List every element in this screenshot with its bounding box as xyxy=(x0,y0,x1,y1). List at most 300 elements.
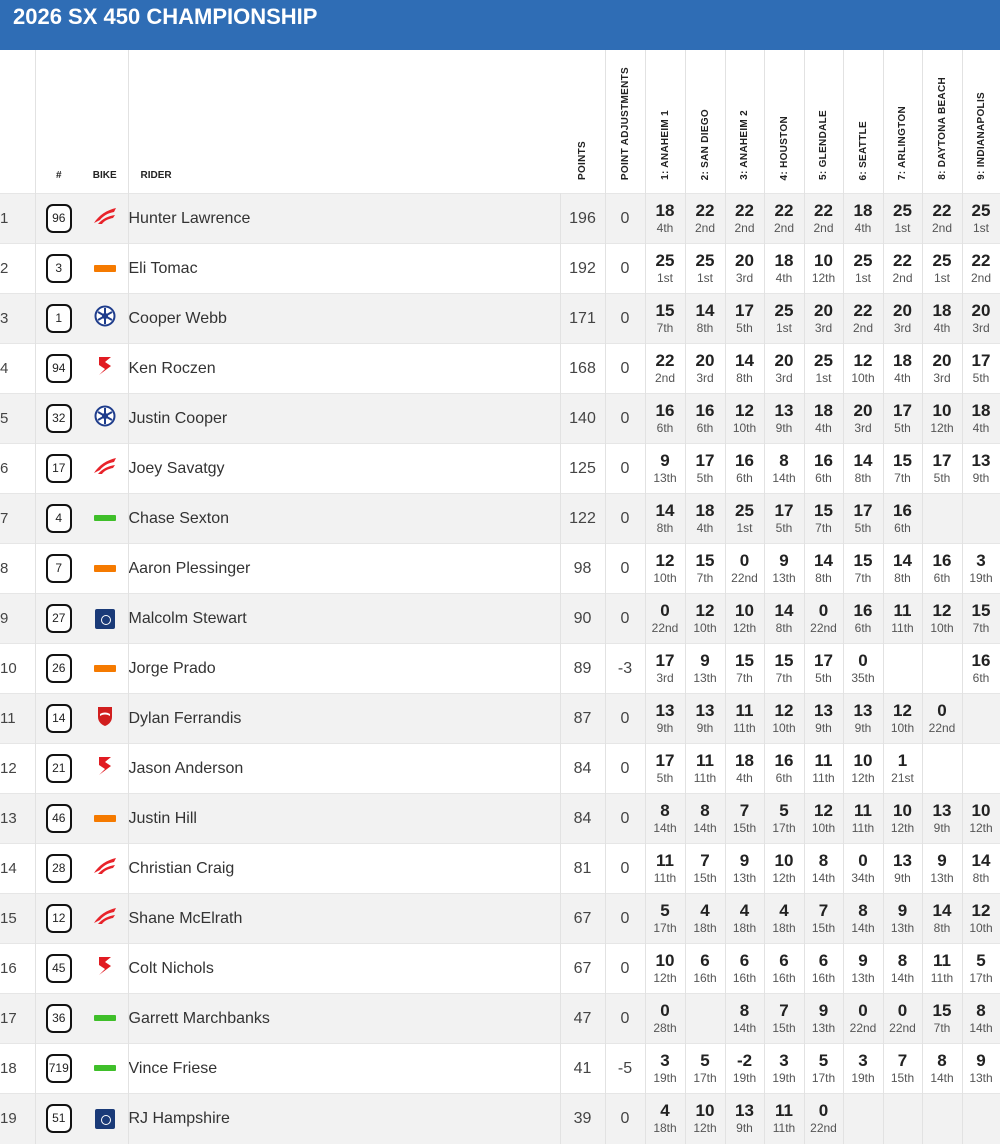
rider-name[interactable]: Jason Anderson xyxy=(128,744,560,794)
race-result xyxy=(685,244,725,294)
race-points: 15 xyxy=(814,501,833,520)
race-points: 25 xyxy=(655,251,675,270)
table-row[interactable] xyxy=(0,344,1000,394)
rider-number-badge: 1 xyxy=(46,304,72,333)
race-place: 14th xyxy=(890,971,915,985)
col-race-1[interactable]: 1: ANAHEIM 1 xyxy=(645,50,685,194)
race-result xyxy=(922,844,962,894)
table-row[interactable] xyxy=(0,894,1000,944)
race-points: 15 xyxy=(774,651,794,670)
race-points: 3 xyxy=(858,1051,868,1070)
race-result xyxy=(685,294,725,344)
race-points: 17 xyxy=(655,651,675,670)
point-adjustment: 0 xyxy=(605,194,645,244)
race-place: 11th xyxy=(930,971,954,985)
race-place: 11th xyxy=(653,871,677,885)
race-result xyxy=(883,594,922,644)
race-points: 13 xyxy=(971,451,991,470)
col-race-7[interactable]: 7: ARLINGTON xyxy=(883,50,922,194)
rider-number-cell xyxy=(35,794,82,844)
race-place: 3rd xyxy=(933,371,951,385)
rider-number-cell xyxy=(35,194,82,244)
race-place: 8th xyxy=(894,571,911,585)
col-race-6[interactable]: 6: SEATTLE xyxy=(843,50,883,194)
col-race-5[interactable]: 5: GLENDALE xyxy=(804,50,843,194)
table-row[interactable] xyxy=(0,944,1000,994)
rider-number-badge: 51 xyxy=(46,1104,72,1133)
race-result xyxy=(725,544,764,594)
race-result xyxy=(962,1044,1000,1094)
race-result xyxy=(725,644,764,694)
race-place: 12th xyxy=(851,771,875,785)
rider-points: 39 xyxy=(560,1094,605,1144)
race-result xyxy=(725,944,764,994)
rider-number-cell xyxy=(35,244,82,294)
race-points: 5 xyxy=(700,1051,710,1070)
race-points: 16 xyxy=(893,501,912,520)
rider-number-badge: 3 xyxy=(46,254,72,283)
race-result xyxy=(764,944,804,994)
race-points: 25 xyxy=(695,251,715,270)
race-place: 28th xyxy=(653,1021,677,1035)
race-place: 9th xyxy=(894,871,911,885)
race-place: 17th xyxy=(811,1071,836,1085)
race-points: 0 xyxy=(858,851,868,870)
race-result xyxy=(843,394,883,444)
race-result xyxy=(645,844,685,894)
race-place: 3rd xyxy=(814,321,833,335)
race-place: 6th xyxy=(854,621,872,635)
race-points: 9 xyxy=(897,901,908,920)
race-result xyxy=(922,294,962,344)
race-result xyxy=(843,594,883,644)
race-result xyxy=(685,794,725,844)
rider-name[interactable]: Garrett Marchbanks xyxy=(128,994,560,1044)
race-place: 2nd xyxy=(892,271,913,285)
race-points: 22 xyxy=(932,201,952,220)
race-place: 13th xyxy=(653,471,677,485)
race-points: 8 xyxy=(976,1001,986,1020)
race-result xyxy=(962,194,1000,244)
race-result xyxy=(725,1094,764,1144)
race-place: 7th xyxy=(972,621,990,635)
race-place: 1st xyxy=(696,271,713,285)
rider-name[interactable]: Vince Friese xyxy=(128,1044,560,1094)
race-points: 20 xyxy=(932,351,952,370)
col-adjustments[interactable]: POINT ADJUSTMENTS xyxy=(605,50,645,194)
table-row[interactable] xyxy=(0,1044,1000,1094)
race-result xyxy=(804,344,843,394)
rider-name[interactable]: Malcolm Stewart xyxy=(128,594,560,644)
race-points: 3 xyxy=(779,1051,789,1070)
rider-number-cell xyxy=(35,844,82,894)
race-result xyxy=(645,544,685,594)
point-adjustment: 0 xyxy=(605,844,645,894)
race-result xyxy=(962,944,1000,994)
race-result xyxy=(883,994,922,1044)
table-row[interactable] xyxy=(0,294,1000,344)
race-points: 8 xyxy=(818,851,829,870)
rider-name[interactable]: Cooper Webb xyxy=(128,294,560,344)
table-row[interactable] xyxy=(0,794,1000,844)
rider-points: 140 xyxy=(560,394,605,444)
race-place: 2nd xyxy=(654,371,676,385)
race-points: 20 xyxy=(853,401,873,420)
race-points: 18 xyxy=(932,301,952,320)
race-place: 1st xyxy=(736,521,753,535)
race-points: 8 xyxy=(937,1051,947,1070)
point-adjustment: -3 xyxy=(605,644,645,694)
race-points: 4 xyxy=(660,1101,670,1121)
race-place: 10th xyxy=(811,821,836,835)
col-number[interactable]: # xyxy=(55,170,62,181)
race-points: 0 xyxy=(660,601,670,620)
rider-name[interactable]: Eli Tomac xyxy=(128,244,560,294)
point-adjustment: 0 xyxy=(605,944,645,994)
honda-wing-icon xyxy=(93,857,117,875)
rider-number-cell xyxy=(35,1094,82,1144)
race-points: -2 xyxy=(736,1051,753,1070)
col-race-2[interactable]: 2: SAN DIEGO xyxy=(685,50,725,194)
race-points: 5 xyxy=(818,1051,829,1070)
rider-number-cell xyxy=(35,444,82,494)
race-result xyxy=(962,744,1000,794)
race-points: 1 xyxy=(897,751,908,770)
race-place: 7th xyxy=(894,471,911,485)
rider-number-cell xyxy=(35,694,82,744)
rider-position: 2 xyxy=(0,244,35,294)
race-points: 8 xyxy=(700,801,710,820)
rider-number-cell xyxy=(35,494,82,544)
rider-position: 1 xyxy=(0,194,35,244)
race-result xyxy=(804,844,843,894)
point-adjustment: 0 xyxy=(605,444,645,494)
rider-number-badge: 27 xyxy=(46,604,72,633)
race-result xyxy=(883,544,922,594)
race-points: 3 xyxy=(976,551,986,570)
race-place: 16th xyxy=(811,971,836,985)
col-rider[interactable]: RIDER xyxy=(140,170,172,181)
race-place: 6th xyxy=(933,571,951,585)
race-points: 9 xyxy=(937,851,947,870)
race-result xyxy=(645,894,685,944)
race-result xyxy=(685,944,725,994)
race-place: 4th xyxy=(696,521,714,535)
race-result xyxy=(962,494,1000,544)
kawasaki-logo-icon xyxy=(94,1015,116,1021)
rider-number-cell xyxy=(35,894,82,944)
race-result xyxy=(804,944,843,994)
race-place: 13th xyxy=(969,1071,993,1085)
rider-points: 47 xyxy=(560,994,605,1044)
col-race-4[interactable]: 4: HOUSTON xyxy=(764,50,804,194)
table-row[interactable] xyxy=(0,194,1000,244)
table-row[interactable] xyxy=(0,994,1000,1044)
race-place: 17th xyxy=(653,921,677,935)
race-place: 14th xyxy=(772,471,796,485)
race-place: 35th xyxy=(851,671,875,685)
rider-number-cell xyxy=(35,394,82,444)
rider-position: 5 xyxy=(0,394,35,444)
table-row[interactable] xyxy=(0,744,1000,794)
race-place: 5th xyxy=(854,521,872,535)
race-place: 3rd xyxy=(696,371,714,385)
race-points: 6 xyxy=(818,951,829,970)
race-place: 8th xyxy=(854,471,872,485)
race-points: 16 xyxy=(971,651,991,670)
race-result xyxy=(922,1044,962,1094)
rider-name[interactable]: Ken Roczen xyxy=(128,344,560,394)
husqvarna-logo-icon xyxy=(95,1109,115,1129)
rider-position: 11 xyxy=(0,694,35,744)
race-result xyxy=(962,344,1000,394)
rider-points: 122 xyxy=(560,494,605,544)
race-points: 6 xyxy=(700,951,710,970)
race-result xyxy=(725,844,764,894)
race-points: 25 xyxy=(971,201,991,220)
point-adjustment: -5 xyxy=(605,1044,645,1094)
race-points: 20 xyxy=(893,301,912,320)
yamaha-tuning-fork-icon xyxy=(94,305,116,327)
race-place: 1st xyxy=(775,321,792,335)
race-points: 0 xyxy=(858,651,868,670)
race-place: 6th xyxy=(736,471,753,485)
rider-number-cell xyxy=(35,294,82,344)
race-place: 4th xyxy=(972,421,990,435)
race-points: 8 xyxy=(779,451,789,470)
race-result xyxy=(764,644,804,694)
rider-number-badge: 719 xyxy=(46,1054,72,1083)
race-place: 4th xyxy=(656,221,674,235)
race-place: 19th xyxy=(772,1071,796,1085)
table-row[interactable] xyxy=(0,1094,1000,1144)
race-place: 5th xyxy=(736,321,753,335)
race-points: 14 xyxy=(655,501,675,520)
race-place: 6th xyxy=(972,671,990,685)
race-place: 5th xyxy=(933,471,951,485)
race-points: 14 xyxy=(853,451,873,470)
bike-brand-cell xyxy=(82,344,128,394)
race-result xyxy=(962,544,1000,594)
race-place: 1st xyxy=(894,221,911,235)
race-place: 13th xyxy=(693,671,717,685)
race-result xyxy=(645,1044,685,1094)
race-place: 5th xyxy=(696,471,714,485)
race-points: 25 xyxy=(893,201,912,220)
race-points: 9 xyxy=(739,851,750,870)
race-points: 12 xyxy=(695,601,715,620)
race-result xyxy=(685,744,725,794)
race-place: 12th xyxy=(772,871,796,885)
race-result xyxy=(725,694,764,744)
page-title: 2026 SX 450 CHAMPIONSHIP xyxy=(13,4,318,29)
race-points: 13 xyxy=(655,701,675,720)
race-points: 10 xyxy=(655,951,675,970)
rider-position: 14 xyxy=(0,844,35,894)
race-result xyxy=(962,444,1000,494)
race-points: 0 xyxy=(739,551,750,570)
ktm-logo-icon xyxy=(94,565,116,572)
race-points: 13 xyxy=(932,801,952,820)
race-result xyxy=(883,194,922,244)
race-place: 4th xyxy=(736,771,753,785)
race-points: 12 xyxy=(735,401,754,420)
table-row[interactable] xyxy=(0,844,1000,894)
rider-number-badge: 28 xyxy=(46,854,72,883)
rider-number-cell xyxy=(35,644,82,694)
race-points: 22 xyxy=(853,301,873,320)
race-result xyxy=(685,544,725,594)
rider-name[interactable]: Joey Savatgy xyxy=(128,444,560,494)
rider-position: 12 xyxy=(0,744,35,794)
table-row[interactable] xyxy=(0,244,1000,294)
col-race-9[interactable]: 9: INDIANAPOLIS xyxy=(962,50,1000,194)
race-place: 16th xyxy=(693,971,717,985)
race-points: 5 xyxy=(976,951,986,970)
race-result xyxy=(725,594,764,644)
col-race-3[interactable]: 3: ANAHEIM 2 xyxy=(725,50,764,194)
race-result xyxy=(962,994,1000,1044)
bike-brand-cell xyxy=(82,394,128,444)
race-place: 12th xyxy=(969,821,993,835)
table-row[interactable] xyxy=(0,394,1000,444)
rider-name[interactable]: Jorge Prado xyxy=(128,644,560,694)
race-place: 22nd xyxy=(849,1021,877,1035)
race-result xyxy=(685,594,725,644)
race-place: 19th xyxy=(969,571,993,585)
race-result xyxy=(962,644,1000,694)
race-result xyxy=(962,594,1000,644)
rider-number-cell xyxy=(35,594,82,644)
race-points: 0 xyxy=(660,1001,670,1020)
race-result xyxy=(645,1094,685,1144)
rider-position: 15 xyxy=(0,894,35,944)
race-points: 11 xyxy=(814,751,833,770)
race-place: 10th xyxy=(693,621,717,635)
race-result xyxy=(804,744,843,794)
race-result xyxy=(883,794,922,844)
table-row[interactable] xyxy=(0,594,1000,644)
race-points: 17 xyxy=(853,501,873,520)
race-points: 3 xyxy=(660,1051,670,1070)
race-points: 14 xyxy=(893,551,912,570)
race-points: 7 xyxy=(897,1051,908,1070)
race-place: 1st xyxy=(854,271,871,285)
honda-wing-icon xyxy=(93,207,117,225)
honda-wing-icon xyxy=(93,907,117,925)
race-result xyxy=(922,994,962,1044)
race-points: 18 xyxy=(735,751,754,770)
rider-number-badge: 26 xyxy=(46,654,72,683)
rider-points: 87 xyxy=(560,694,605,744)
race-result xyxy=(725,1044,764,1094)
race-place: 11th xyxy=(812,771,835,785)
race-points: 20 xyxy=(695,351,715,370)
race-place: 15th xyxy=(890,1071,915,1085)
rider-name[interactable]: RJ Hampshire xyxy=(128,1094,560,1144)
point-adjustment: 0 xyxy=(605,594,645,644)
rider-name[interactable]: Chase Sexton xyxy=(128,494,560,544)
table-header-row xyxy=(0,50,1000,194)
race-points: 18 xyxy=(774,251,794,270)
race-points: 11 xyxy=(933,951,951,970)
table-row[interactable] xyxy=(0,544,1000,594)
bike-brand-cell xyxy=(82,444,128,494)
race-result xyxy=(883,744,922,794)
rider-position: 10 xyxy=(0,644,35,694)
rider-name[interactable]: Christian Craig xyxy=(128,844,560,894)
race-place: 10th xyxy=(851,371,875,385)
table-row[interactable] xyxy=(0,444,1000,494)
race-result xyxy=(645,944,685,994)
race-place: 14th xyxy=(811,871,836,885)
col-race-8[interactable]: 8: DAYTONA BEACH xyxy=(922,50,962,194)
race-place: 9th xyxy=(696,721,714,735)
race-result xyxy=(804,494,843,544)
table-row[interactable] xyxy=(0,644,1000,694)
race-result xyxy=(922,494,962,544)
race-place: 4th xyxy=(775,271,793,285)
race-result xyxy=(804,294,843,344)
race-points: 18 xyxy=(695,501,715,520)
rider-name[interactable]: Justin Cooper xyxy=(128,394,560,444)
race-place: 5th xyxy=(972,371,990,385)
race-place: 9th xyxy=(933,821,951,835)
table-row[interactable] xyxy=(0,494,1000,544)
race-points: 10 xyxy=(814,251,833,270)
race-result xyxy=(843,494,883,544)
rider-points: 168 xyxy=(560,344,605,394)
race-result xyxy=(922,244,962,294)
race-result xyxy=(804,994,843,1044)
race-place: 22nd xyxy=(889,1021,916,1035)
race-points: 14 xyxy=(814,551,833,570)
rider-points: 98 xyxy=(560,544,605,594)
race-points: 22 xyxy=(814,201,833,220)
rider-name[interactable]: Dylan Ferrandis xyxy=(128,694,560,744)
table-row[interactable] xyxy=(0,694,1000,744)
race-result xyxy=(922,744,962,794)
rider-name[interactable]: Aaron Plessinger xyxy=(128,544,560,594)
rider-position: 18 xyxy=(0,1044,35,1094)
race-place: 4th xyxy=(933,321,951,335)
rider-name[interactable]: Justin Hill xyxy=(128,794,560,844)
race-result xyxy=(725,194,764,244)
col-bike[interactable]: BIKE xyxy=(82,50,128,194)
race-result xyxy=(725,744,764,794)
col-points[interactable]: POINTS xyxy=(560,50,605,194)
race-result xyxy=(645,244,685,294)
race-result xyxy=(685,494,725,544)
rider-name[interactable]: Hunter Lawrence xyxy=(128,194,560,244)
race-result xyxy=(645,344,685,394)
bike-brand-cell xyxy=(82,194,128,244)
race-result xyxy=(843,694,883,744)
race-result xyxy=(725,244,764,294)
rider-name[interactable]: Shane McElrath xyxy=(128,894,560,944)
race-points: 0 xyxy=(818,1101,829,1121)
race-points: 13 xyxy=(893,851,912,870)
race-result xyxy=(685,644,725,694)
race-result xyxy=(962,394,1000,444)
race-result xyxy=(764,444,804,494)
race-points: 7 xyxy=(700,851,710,870)
race-place: 7th xyxy=(696,571,714,585)
rider-name[interactable]: Colt Nichols xyxy=(128,944,560,994)
race-points: 16 xyxy=(814,451,833,470)
bike-brand-cell xyxy=(82,244,128,294)
race-place: 21st xyxy=(891,771,914,785)
